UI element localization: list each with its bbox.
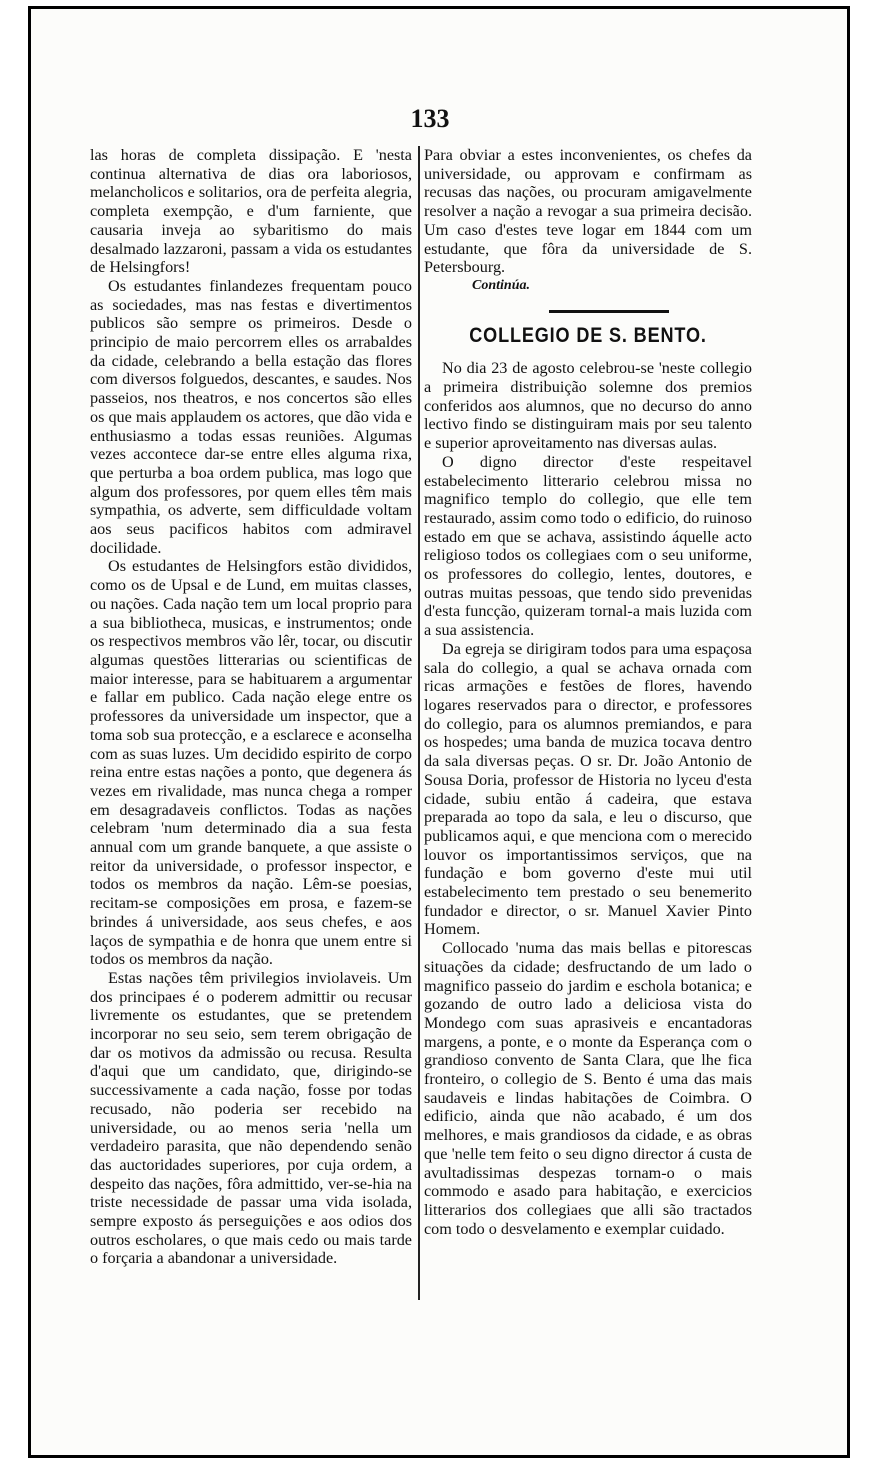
right-column (424, 146, 752, 1238)
section-separator (549, 310, 669, 313)
section-headline: COLLEGIO DE S. BENTO. (469, 323, 707, 347)
paragraph: las horas de completa dissipação. E 'nesta continua alternativa de dias ora laboriosos, melancholicos e solitarios, ora de perfeita alegria, completa exempção, e d'um farniente, que causaria inveja ao sybaritismo do mais desalmado lazzaroni, passam a vida os estudantes de Helsingfors! (90, 146, 412, 277)
left-column (90, 146, 412, 1268)
paragraph: Os estudantes de Helsingfors estão divididos, como os de Upsal e de Lund, em muitas classes, ou nações. Cada nação tem um local proprio para a sua bibliotheca, musicas, e instrumentos; onde os respectivos membros vão lêr, tocar, ou discutir algumas questões litterarias ou scientificas de maior interesse, para se habituarem a argumentar e fallar em publico. Cada nação elege entre os professores da universidade um inspector, que a toma sob sua protecção, e a esclarece e aconselha com as suas luzes. Um decidido espirito de corpo reina entre estas nações a ponto, que degenera ás vezes em rivalidade, mas nunca chega a romper em desagradaveis conflictos. Todas as nações celebram 'num determinado dia a sua festa annual com um grande banquete, a que assiste o reitor da universidade, o professor inspector, e todos os membros da nação. Lêm-se poesias, recitam-se composições em prosa, e fazem-se brindes á universidade, aos seus chefes, e aos laços de sympathia e de honra que unem entre si todos os membros da nação. (90, 557, 412, 969)
paragraph: Os estudantes finlandezes frequentam pouco as sociedades, mas nas festas e divertimentos publicos são sempre os primeiros. Desde o principio de maio percorrem elles os arrabaldes da cidade, celebrando a bella estação das flores com diversos folguedos, descantes, e saudes. Nos passeios, nos theatros, e nos concertos são elles os que mais applaudem os actores, que dão vida e enthusiasmo a todas essas reuniões. Algumas vezes accontece dar-se entre elles alguma rixa, que perturba a boa ordem publica, mas logo que algum dos professores, por quem elles têm mais sympathia, os adverte, sem difficuldade voltam aos seus pacificos habitos com admiravel docilidade. (90, 276, 412, 557)
continua-note: Continúa. (472, 277, 530, 293)
paragraph: No dia 23 de agosto celebrou-se 'neste collegio a primeira distribuição solemne dos premios conferidos aos alumnos, que no decurso do anno lectivo findo se distinguiram mais por seu talento e superior aproveitamento nas diversas aulas. (424, 359, 752, 453)
paragraph: O digno director d'este respeitavel estabelecimento litterario celebrou missa no magnifico templo do collegio, que elle tem restaurado, assim como todo o edificio, do ruinoso estado em que se achava, assistindo áquelle acto religioso todos os collegiaes com o seu uniforme, os professores do collegio, lentes, doutores, e outras muitas pessoas, que tendo sido prevenidas d'esta funcção, quizeram tornal-a mais luzida com a sua assistencia. (424, 452, 752, 640)
column-divider (418, 146, 420, 1300)
paragraph: Collocado 'numa das mais bellas e pitorescas situações da cidade; desfructando de um lado o magnifico passeio do jardim e eschola botanica; e gozando de outro lado a deliciosa vista do Mondego com suas aprasiveis e encantadoras margens, a ponte, e o monte da Esperança com o grandioso convento de Santa Clara, que lhe fica fronteiro, o collegio de S. Bento é uma das mais saudaveis e lindas habitações de Coimbra. O edificio, ainda que não acabado, é um dos melhores, e mais grandiosos da cidade, e as obras que 'nelle tem feito o seu digno director á custa de avultadissimas despezas tornam-o o mais commodo e asado para habitação, e exercicios litterarios dos collegiaes que alli são tractados com todo o desvelamento e exemplar cuidado. (424, 939, 752, 1238)
paragraph: Para obviar a estes inconvenientes, os chefes da universidade, ou approvam e confirmam as recusas das nações, ou procuram amigavelmente resolver a nação a revogar a sua primeira decisão. Um caso d'estes teve logar em 1844 com um estudante, que fôra da universidade de S. Petersbourg. (424, 146, 752, 277)
paragraph: Da egreja se dirigiram todos para uma espaçosa sala do collegio, a qual se achava ornada com ricas armações e festões de flores, havendo logares reservados para o director, e professores do collegio, para os alumnos premiandos, e para os hospedes; uma banda de muzica tocava dentro da sala diversas peças. O sr. Dr. João Antonio de Sousa Doria, professor de Historia no lyceu d'esta cidade, subiu então á cadeira, que estava preparada ao topo da sala, e leu o discurso, que publicamos aqui, e que menciona com o merecido louvor os importantissimos serviços, que na fundação e bom governo d'este mui util estabelecimento tem prestado o seu benemerito fundador e director, o sr. Manuel Xavier Pinto Homem. (424, 639, 752, 939)
page-number: 133 (410, 104, 450, 133)
paragraph: Estas nações têm privilegios inviolaveis. Um dos principaes é o poderem admittir ou recusar livremente os estudantes, que se pretendem incorporar no seu seio, sem terem obrigação de dar os motivos da admissão ou recusa. Resulta d'aqui que um candidato, que, dirigindo-se successivamente a cada nação, fosse por todas recusado, não poderia ser recebido na universidade, ou ao menos seria 'nella um verdadeiro parasita, que não dependendo senão das auctoridades superiores, por cuja ordem, a despeito das nações, fôra admittido, ver-se-hia na triste necessidade de passar uma vida isolada, sempre exposto ás perseguições e aos odios dos outros escholares, o que mais cedo ou mais tarde o forçaria a abandonar a universidade. (90, 968, 412, 1268)
